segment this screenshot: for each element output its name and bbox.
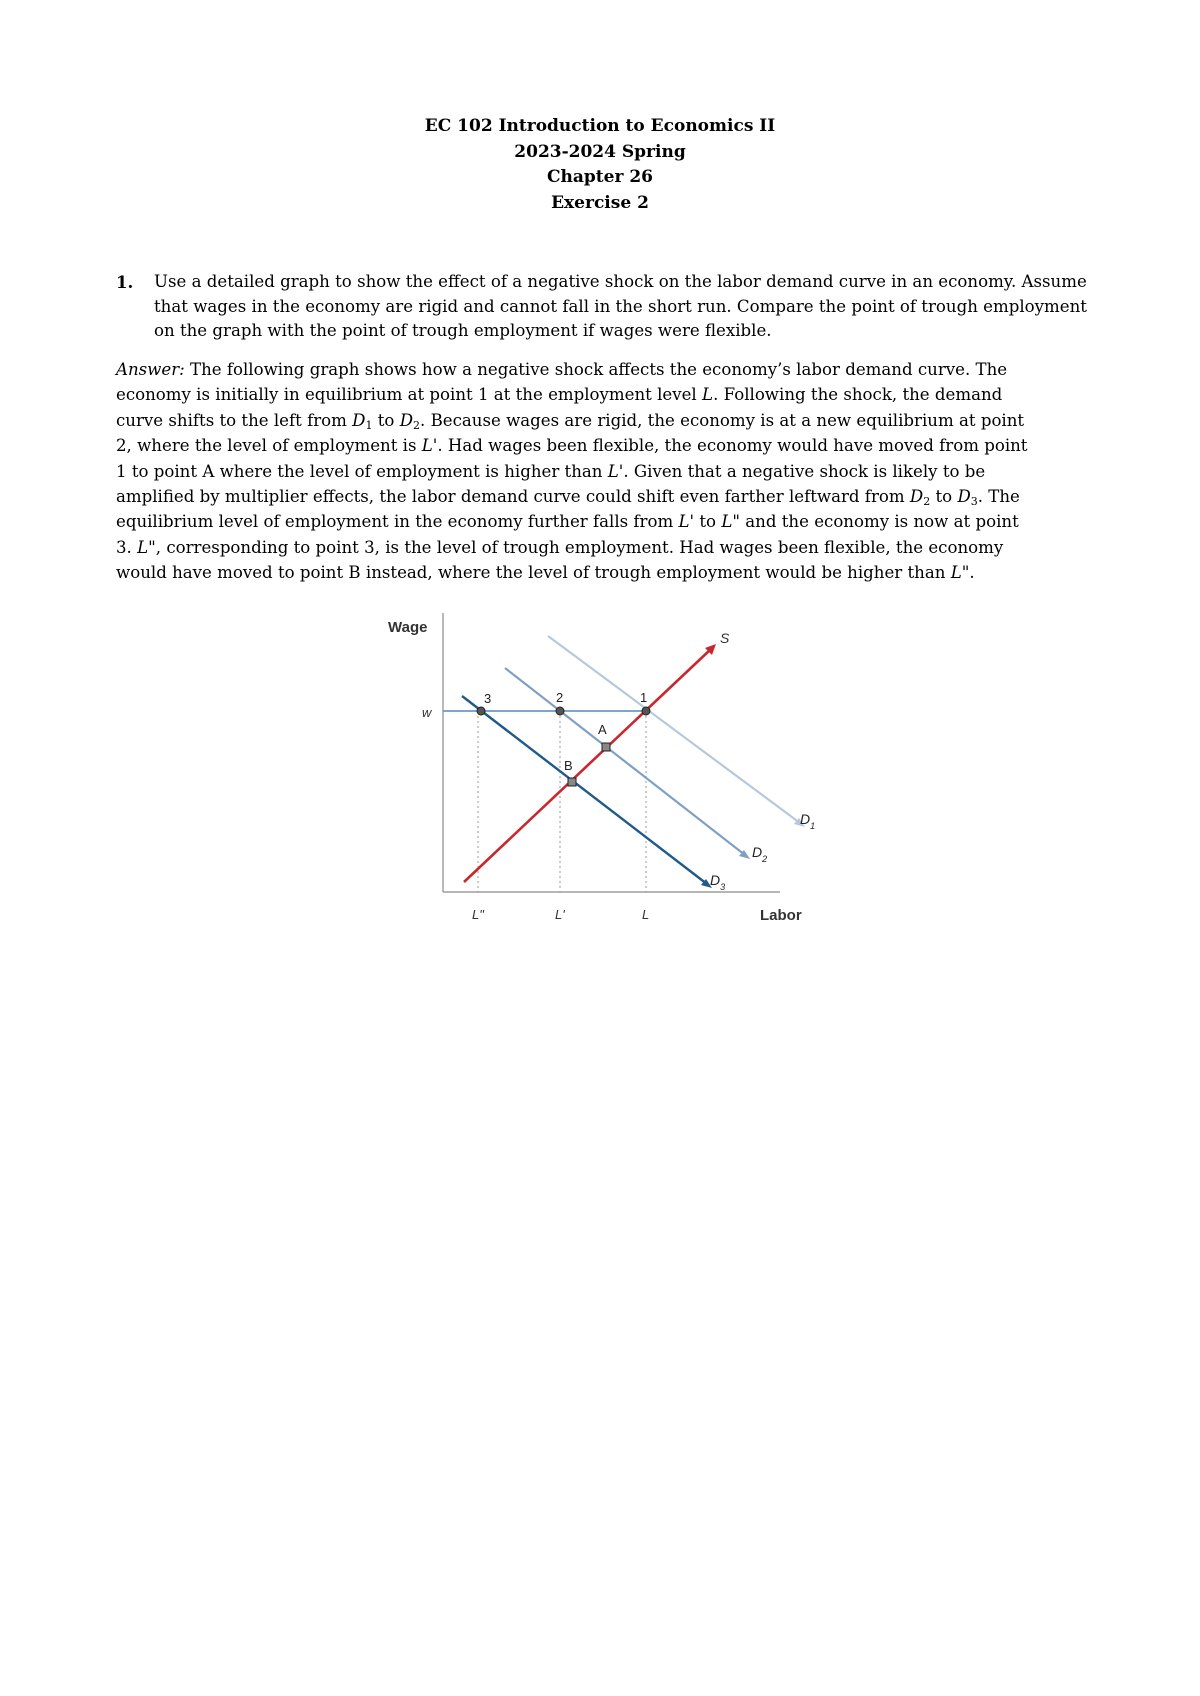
wage-label: w <box>422 705 432 720</box>
answer-paragraph <box>116 357 1096 586</box>
demand-curve-d2 <box>505 668 745 855</box>
question-number: 1. <box>116 272 134 292</box>
subscript: 2 <box>923 495 931 509</box>
x-axis-label: Labor <box>760 907 802 924</box>
math-symbol: L" <box>950 563 970 583</box>
demand-label-d2: $D_2$ <box>752 844 768 864</box>
answer-text: and the economy is now at point <box>745 512 1019 532</box>
answer-line <box>116 560 1096 585</box>
point-3-marker <box>477 707 485 715</box>
math-symbol: L <box>702 385 714 405</box>
answer-label: Answer: <box>116 360 185 379</box>
demand-curve-d1 <box>548 636 800 823</box>
answer-line <box>116 357 1096 382</box>
answer-line <box>116 484 1096 509</box>
question-1 <box>116 270 1096 344</box>
supply-label: S <box>720 630 730 646</box>
supply-curve <box>464 649 711 882</box>
math-symbol: D <box>957 487 971 507</box>
answer-text: 3. <box>116 537 132 557</box>
demand-label-d1: $D_1$ <box>800 811 816 831</box>
answer-line <box>116 382 1096 407</box>
point-b-label: B <box>564 758 573 773</box>
point-3-label: 3 <box>484 691 492 706</box>
point-2-label: 2 <box>556 690 564 705</box>
answer-text: . The <box>977 487 1020 507</box>
point-2-marker <box>556 707 564 715</box>
answer-text: . Had wages been flexible, the economy would have moved from point <box>437 436 1028 456</box>
chapter-title: Chapter 26 <box>547 167 653 187</box>
math-symbol: L" <box>137 537 156 557</box>
math-symbol: D <box>399 410 414 430</box>
x-tick-label-L-double-prime: L" <box>472 907 484 922</box>
math-symbol: D <box>352 410 366 430</box>
answer-text: curve shifts to the left from <box>116 410 347 430</box>
answer-text: to <box>699 512 717 532</box>
term-title: 2023-2024 Spring <box>514 141 686 162</box>
document-heading <box>0 114 1200 216</box>
x-tick-label-L: L <box>642 907 650 922</box>
math-symbol: L" <box>721 512 740 532</box>
answer-text: , corresponding to point 3, is the level of trough employment. Had wages been flexible, the economy <box>155 537 1004 557</box>
y-axis-label: Wage <box>388 619 428 636</box>
answer-text: equilibrium level of employment in the economy further falls from <box>116 512 674 532</box>
demand-curve-d3 <box>462 696 707 884</box>
answer-text: 1 to point A where the level of employment is higher than <box>116 461 603 481</box>
subscript: 3 <box>970 495 978 509</box>
demand-label-d3: $D_3$ <box>710 872 726 892</box>
question-text: Use a detailed graph to show the effect of a negative shock on the labor demand curve in an economy. Assume that wages in the economy are rigid and cannot fall in the short run. Compare the point of trough employment on the graph with the point of trough employment if wages were flexible. <box>154 272 1087 340</box>
point-b-marker <box>568 778 576 786</box>
answer-text: economy is initially in equilibrium at point 1 at the employment level <box>116 385 697 405</box>
subscript: 2 <box>413 418 421 432</box>
course-title: EC 102 Introduction to Economics II <box>424 116 776 136</box>
point-1-marker <box>642 707 650 715</box>
answer-text: . Given that a negative shock is likely to be <box>623 461 986 481</box>
answer-text: to <box>935 487 953 507</box>
point-a-marker <box>602 743 610 751</box>
answer-text: . Because wages are rigid, the economy is at a new equilibrium at point <box>420 410 1025 430</box>
x-tick-label-L-prime: L' <box>555 907 565 922</box>
answer-line <box>116 408 1096 433</box>
labor-market-graph <box>380 608 820 928</box>
answer-text: to <box>377 410 395 430</box>
exercise-title: Exercise 2 <box>551 192 649 213</box>
subscript: 1 <box>365 418 373 432</box>
math-symbol: L' <box>607 461 624 481</box>
math-symbol: L' <box>678 512 695 532</box>
point-1-label: 1 <box>640 690 648 705</box>
answer-text: 2, where the level of employment is <box>116 436 417 456</box>
answer-text: would have moved to point B instead, where the level of trough employment would be higher than <box>116 563 946 583</box>
answer-text: The following graph shows how a negative shock affects the economy’s labor demand curve. The <box>190 360 1008 379</box>
answer-line <box>116 459 1096 484</box>
answer-line <box>116 535 1096 560</box>
point-a-label: A <box>598 722 607 737</box>
answer-text: . Following the shock, the demand <box>713 385 1003 405</box>
answer-line <box>116 433 1096 458</box>
answer-text: . <box>969 563 975 583</box>
math-symbol: D <box>909 487 924 507</box>
math-symbol: L' <box>421 436 438 456</box>
answer-line <box>116 509 1096 534</box>
answer-text: amplified by multiplier effects, the labor demand curve could shift even farther leftward from <box>116 487 905 507</box>
